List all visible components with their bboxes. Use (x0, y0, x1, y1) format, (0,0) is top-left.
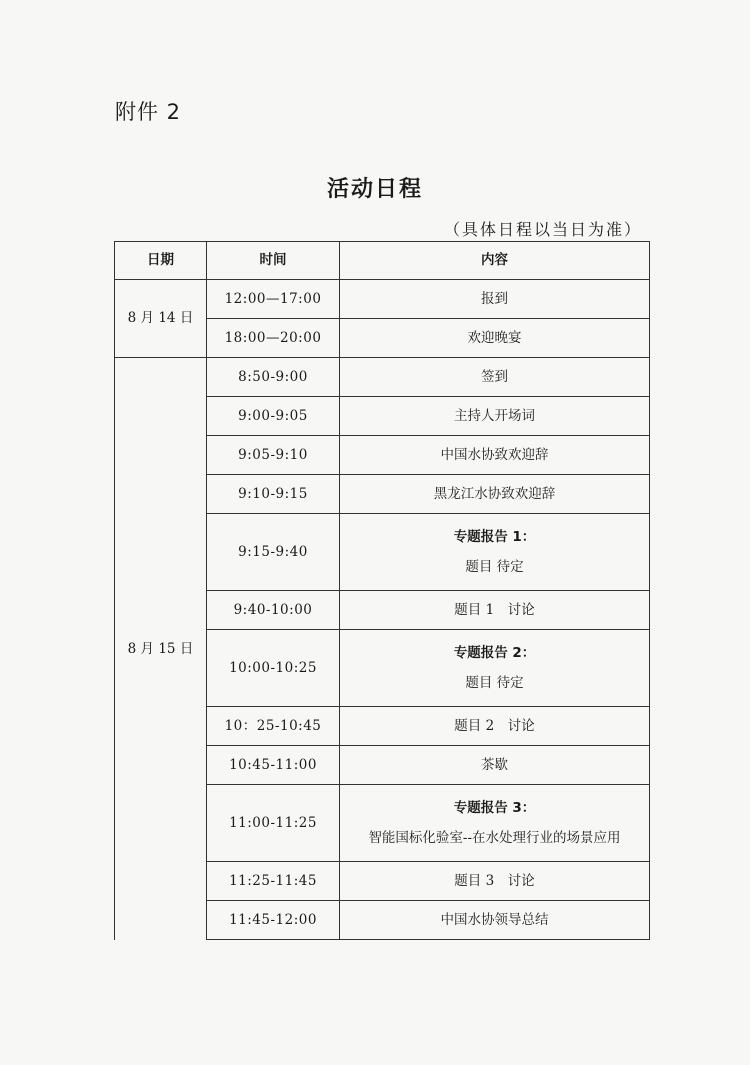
page-title: 活动日程 (326, 177, 423, 202)
date-cell-day1: 8 月 14 日 (115, 280, 207, 358)
content-cell (340, 630, 650, 707)
time-cell: 9:10-9:15 (207, 475, 340, 514)
content-cell: 主持人开场词 (340, 397, 650, 436)
content-cell (340, 785, 650, 862)
time-cell: 11:25-11:45 (207, 862, 340, 901)
content-cell: 中国水协领导总结 (340, 901, 650, 940)
time-cell: 8:50-9:00 (207, 358, 340, 397)
time-cell: 9:00-9:05 (207, 397, 340, 436)
table-row (115, 358, 650, 397)
content-cell: 报到 (340, 280, 650, 319)
time-cell: 9:05-9:10 (207, 436, 340, 475)
attachment-label: 附件 2 (115, 100, 182, 124)
content-cell: 茶歇 (340, 746, 650, 785)
content-cell: 黑龙江水协致欢迎辞 (340, 475, 650, 514)
report-topic: 智能国标化验室--在水处理行业的场景应用 (368, 830, 621, 846)
header-date: 日期 (115, 242, 207, 280)
time-cell: 11:00-11:25 (207, 785, 340, 862)
time-cell: 10:45-11:00 (207, 746, 340, 785)
content-cell: 签到 (340, 358, 650, 397)
time-cell: 9:15-9:40 (207, 514, 340, 591)
report-topic: 题目 待定 (465, 559, 524, 575)
schedule-note: （具体日程以当日为准） (443, 220, 642, 239)
time-cell: 18:00—20:00 (207, 319, 340, 358)
header-content: 内容 (340, 242, 650, 280)
time-cell: 10:00-10:25 (207, 630, 340, 707)
time-cell: 12:00—17:00 (207, 280, 340, 319)
header-time: 时间 (207, 242, 340, 280)
table-header-row (115, 242, 650, 280)
report-title: 专题报告 2： (453, 644, 536, 661)
date-cell-day2: 8 月 15 日 (115, 358, 207, 940)
time-cell: 11:45-12:00 (207, 901, 340, 940)
content-cell: 欢迎晚宴 (340, 319, 650, 358)
content-cell (340, 514, 650, 591)
report-title: 专题报告 3： (453, 799, 536, 816)
content-cell: 题目 2 讨论 (340, 707, 650, 746)
content-cell: 题目 3 讨论 (340, 862, 650, 901)
table-row (115, 280, 650, 319)
report-title: 专题报告 1： (453, 528, 536, 545)
content-cell: 题目 1 讨论 (340, 591, 650, 630)
content-cell: 中国水协致欢迎辞 (340, 436, 650, 475)
report-topic: 题目 待定 (465, 675, 524, 691)
time-cell: 9:40-10:00 (207, 591, 340, 630)
time-cell: 10：25-10:45 (207, 707, 340, 746)
schedule-table (114, 241, 650, 940)
